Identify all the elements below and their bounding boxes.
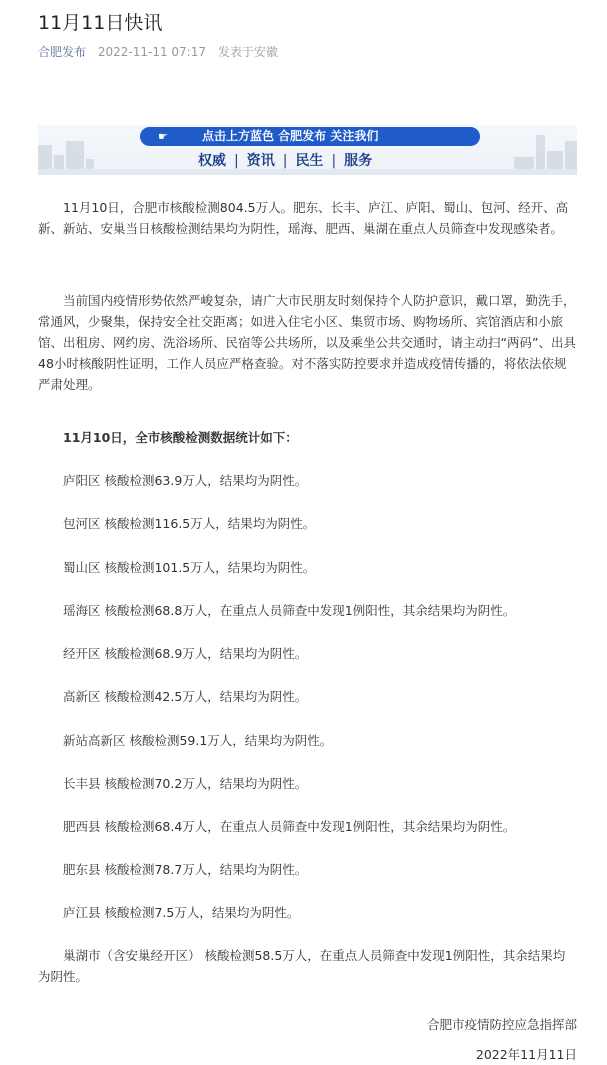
stats-heading: 11月10日，全市核酸检测数据统计如下： bbox=[63, 430, 298, 445]
district-stat-line: 瑶海区 核酸检测68.8万人，在重点人员筛查中发现1例阳性，其余结果均为阴性。 bbox=[63, 603, 516, 618]
district-stat-line: 包河区 核酸检测116.5万人，结果均为阴性。 bbox=[63, 516, 316, 531]
follow-prompt-pill[interactable] bbox=[140, 127, 480, 146]
tag-separator: | bbox=[282, 153, 288, 169]
district-stat-line: 高新区 核酸检测42.5万人，结果均为阴性。 bbox=[63, 689, 308, 704]
district-stat-line: 肥西县 核酸检测68.4万人，在重点人员筛查中发现1例阳性，其余结果均为阴性。 bbox=[63, 819, 516, 834]
tag-separator: | bbox=[234, 153, 239, 169]
district-stat-line: 肥东县 核酸检测78.7万人，结果均为阴性。 bbox=[63, 862, 308, 877]
district-stat-line: 庐江县 核酸检测7.5万人，结果均为阴性。 bbox=[63, 905, 300, 920]
publish-datetime: 2022-11-11 07:17 bbox=[97, 45, 206, 59]
account-name-link[interactable]: 合肥发布 bbox=[38, 45, 87, 59]
summary-paragraph: 11月10日，合肥市核酸检测804.5万人。肥东、长丰、庐江、庐阳、蜀山、包河、经开、高新、新站、安巢当日核酸检测结果均为阴性，瑶海、肥西、巢湖在重点人员筛查中发现感染者。 bbox=[38, 200, 569, 236]
follow-banner[interactable] bbox=[38, 125, 577, 175]
banner-tag: 民生 bbox=[295, 153, 324, 169]
district-stat-line: 庐阳区 核酸检测63.9万人，结果均为阴性。 bbox=[63, 473, 308, 488]
district-stat-line: 长丰县 核酸检测70.2万人，结果均为阴性。 bbox=[63, 776, 308, 791]
pointer-hand-icon: ☛ bbox=[158, 130, 168, 143]
district-stat-line: 新站高新区 核酸检测59.1万人，结果均为阴性。 bbox=[63, 733, 333, 748]
issuer-signature: 合肥市疫情防控应急指挥部 bbox=[426, 1017, 577, 1032]
publish-location: 发表于安徽 bbox=[217, 45, 278, 59]
tag-separator: | bbox=[331, 153, 337, 169]
prevention-notice-paragraph: 当前国内疫情形势依然严峻复杂，请广大市民朋友时刻保持个人防护意识，戴口罩，勤洗手，常通风，少聚集，保持安全社交距离；如进入住宅小区、集贸市场、购物场所、宾馆酒店和小旅馆、出租房、网约房、洗浴场所、民宿等公共场所，以及乘坐公共交通时，请主动扫“两码”、出具48小时核酸阴性证明，工作人员应严格查验。对不落实防控要求并造成疫情传播的，将依法依规严肃处理。 bbox=[38, 293, 576, 392]
banner-tag: 权威 bbox=[198, 153, 226, 169]
district-stat-line: 蜀山区 核酸检测101.5万人，结果均为阴性。 bbox=[63, 560, 316, 575]
issue-date: 2022年11月11日 bbox=[475, 1047, 577, 1062]
banner-tag: 服务 bbox=[344, 153, 373, 169]
follow-prompt-text: 点击上方蓝色 合肥发布 关注我们 bbox=[202, 129, 379, 143]
banner-tags bbox=[198, 151, 428, 171]
article-title: 11月11日快讯 bbox=[38, 12, 163, 34]
chaohu-stat-paragraph: 巢湖市（含安巢经开区） 核酸检测58.5万人，在重点人员筛查中发现1例阳性，其余结果均为阴性。 bbox=[38, 948, 566, 984]
district-stat-line: 经开区 核酸检测68.9万人，结果均为阴性。 bbox=[63, 646, 308, 661]
article-meta bbox=[38, 44, 278, 60]
banner-tag: 资讯 bbox=[246, 153, 275, 169]
